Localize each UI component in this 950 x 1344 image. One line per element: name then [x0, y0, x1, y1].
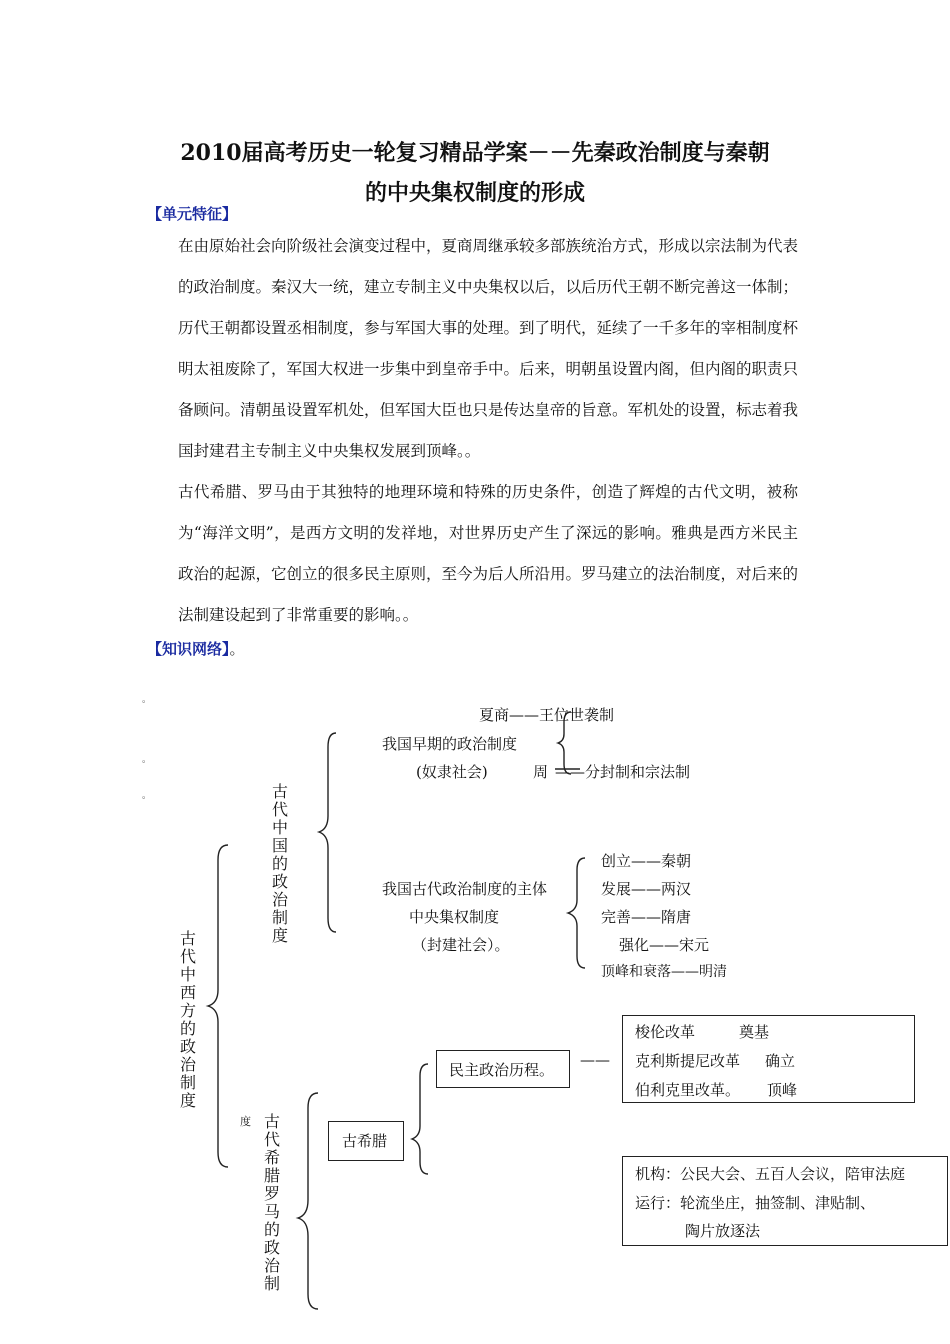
paragraph-2: 古代希腊、罗马由于其独特的地理环境和特殊的历史条件，创造了辉煌的古代文明，被称为“海洋文明”，是西方文明的发祥地，对世界历史产生了深远的影响。雅典是西方米民主政治的起源，它创立的很多民主原则，至今为后人所沿用。罗马建立的法治制度，对后来的法制建设起到了非常重要的影响。。	[178, 483, 799, 624]
reforms-box	[622, 1015, 915, 1103]
china-brace	[319, 733, 336, 932]
organization-line: 机构：公民大会、五百人会议，陪审法庭	[635, 1165, 906, 1183]
reform-role: 确立	[765, 1052, 796, 1070]
diagram-root-label: 古代中西方的政治制度	[179, 929, 196, 1110]
stage-item: 强化——宋元	[619, 936, 710, 954]
reform-name: 伯利克里改革。	[635, 1081, 741, 1099]
stage-item: 顶峰和衰落——明清	[601, 964, 727, 980]
margin-mark: 。	[142, 755, 152, 765]
democracy-label: 民主政治历程。	[449, 1061, 555, 1079]
xia-shang-item: 夏商——王位世袭制	[479, 706, 615, 724]
reform-name: 梭伦改革	[635, 1023, 696, 1041]
early-system-sub: (奴隶社会)	[416, 763, 488, 781]
main-system-line3: （封建社会）。	[412, 936, 510, 954]
operation-line-2: 陶片放逐法	[685, 1222, 761, 1240]
document-title-line1: 2010届高考历史一轮复习精品学案－－先秦政治制度与秦朝	[180, 140, 770, 166]
small-char: 度	[240, 1115, 251, 1128]
margin-mark: 。	[142, 791, 152, 801]
root-brace	[208, 845, 228, 1167]
reform-name: 克利斯提尼改革	[635, 1052, 741, 1070]
greece-brace	[412, 1064, 428, 1174]
document-title-line2: 的中央集权制度的形成	[364, 180, 585, 206]
main-system-line2: 中央集权制度	[409, 908, 500, 926]
section-network-label: 【知识网络】	[147, 640, 230, 658]
stages-brace	[568, 858, 585, 968]
operation-line: 运行：轮流坐庄，抽签制、津贴制、	[635, 1194, 876, 1212]
democracy-box	[436, 1050, 570, 1088]
greece-label: 古希腊	[342, 1132, 388, 1150]
organization-box	[622, 1156, 948, 1246]
stage-item: 创立——秦朝	[601, 852, 692, 870]
stage-item: 发展——两汉	[601, 880, 692, 898]
democracy-connector: ——	[580, 1051, 610, 1069]
zhou-label: 周	[533, 763, 549, 781]
margin-mark: 。	[142, 695, 152, 705]
zhou-item: ——分封制和宗法制	[555, 763, 691, 781]
diagram-china-label: 古代中国的政治制度	[271, 782, 288, 945]
greece-rome-brace	[298, 1093, 318, 1309]
early-system-label: 我国早期的政治制度	[382, 735, 518, 753]
section-network-tail: 。	[229, 640, 245, 658]
stage-item: 完善——隋唐	[601, 908, 692, 926]
greece-box	[328, 1121, 404, 1161]
reform-role: 顶峰	[767, 1081, 798, 1099]
section-unit-heading: 【单元特征】	[147, 205, 238, 223]
main-system-line1: 我国古代政治制度的主体	[382, 880, 548, 898]
reform-role: 奠基	[739, 1023, 770, 1041]
paragraph-1: 在由原始社会向阶级社会演变过程中，夏商周继承较多部族统治方式，形成以宗法制为代表的政治制度。秦汉大一统，建立专制主义中央集权以后，以后历代王朝不断完善这一体制；历代王朝都设置丞相制度，参与军国大事的处理。到了明代，延续了一千多年的宰相制度杯明太祖废除了，军国大权进一步集中到皇帝手中。后来，明朝虽设置内阁，但内阁的职责只备顾问。清朝虽设置军机处，但军国大臣也只是传达皇帝的旨意。军机处的设置，标志着我国封建君主专制主义中央集权发展到顶峰。。	[178, 237, 799, 460]
diagram-greece-rome-label: 古代希腊罗马的政治制	[263, 1112, 280, 1293]
